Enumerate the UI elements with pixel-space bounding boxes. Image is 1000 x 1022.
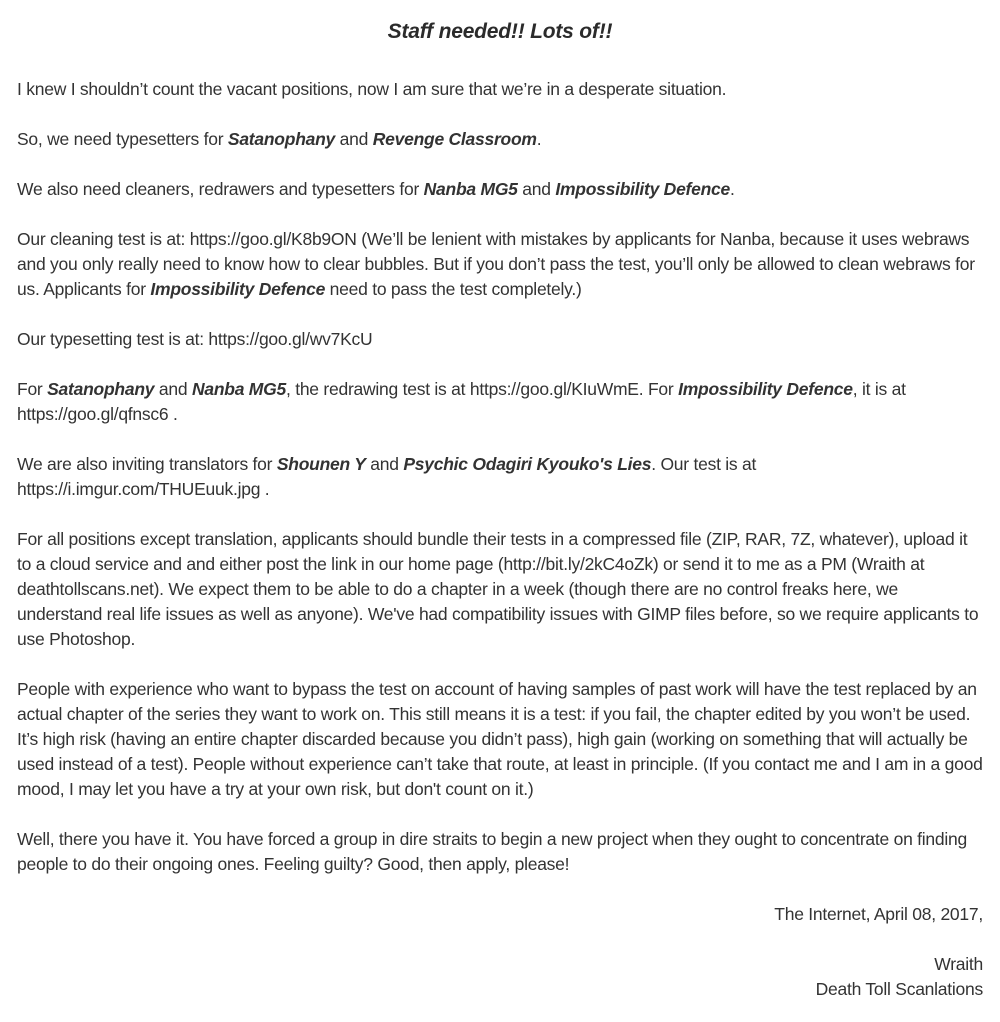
- paragraph-text: , the redrawing test is at https://goo.gl/KIuWmE. For: [285, 379, 679, 399]
- paragraph: [17, 127, 983, 152]
- series-title: Shounen Y: [276, 454, 366, 474]
- paragraph: [17, 827, 983, 877]
- signature-author: Wraith: [934, 954, 983, 974]
- paragraph: [17, 452, 983, 502]
- paragraph-text: and: [335, 129, 373, 149]
- paragraph-text: and: [517, 179, 556, 199]
- series-title: Nanba MG5: [423, 179, 518, 199]
- series-title: Impossibility Defence: [150, 279, 326, 299]
- signature-block: [17, 952, 983, 1002]
- series-title: Revenge Classroom: [372, 129, 537, 149]
- paragraph: [17, 327, 983, 352]
- paragraph-text: , it is at https://goo.gl/qfnsc6 .: [17, 379, 906, 424]
- paragraph-text: For: [17, 379, 48, 399]
- paragraph-text: . Our test is at https://i.imgur.com/THUEuuk.jpg .: [17, 454, 757, 499]
- dateline: The Internet, April 08, 2017,: [774, 904, 983, 924]
- paragraph-text: .: [730, 179, 735, 199]
- paragraph-text: People with experience who want to bypass the test on account of having samples of past work will have the test replaced by an actual chapter of the series they want to work on. This still means it is a test: if you fail, the chapter edited by you won’t be used. It’s high risk (having an entire chapter discarded because you didn’t pass), high gain (working on something that will actually be used instead of a test). People without experience can’t take that route, at least in principle. (If you contact me and I am in a good mood, I may let you have a try at your own risk, but don't count on it.): [17, 679, 983, 799]
- paragraph-text: For all positions except translation, applicants should bundle their tests in a compressed file (ZIP, RAR, 7Z, whatever), upload it to a cloud service and and either post the link in our home page (http://bit.ly/2kC4oZk) or send it to me as a PM (Wraith at deathtollscans.net). We expect them to be able to do a chapter in a week (though there are no control freaks here, we understand real life issues as well as anyone). We've had compatibility issues with GIMP files before, so we require applicants to use Photoshop.: [17, 529, 979, 649]
- paragraph-text: need to pass the test completely.): [325, 279, 582, 299]
- paragraph-text: Well, there you have it. You have forced a group in dire straits to begin a new project when they ought to concentrate on finding people to do their ongoing ones. Feeling guilty? Good, then apply, please!: [17, 829, 967, 874]
- paragraph-text: Our typesetting test is at: https://goo.gl/wv7KcU: [17, 329, 373, 349]
- series-title: Satanophany: [47, 379, 155, 399]
- paragraph-text: So, we need typesetters for: [17, 129, 228, 149]
- paragraph: [17, 177, 983, 202]
- paragraph-text: and: [154, 379, 192, 399]
- series-title: Psychic Odagiri Kyouko's Lies: [403, 454, 652, 474]
- paragraph: [17, 527, 983, 652]
- series-title: Satanophany: [227, 129, 336, 149]
- series-title: Impossibility Defence: [555, 179, 731, 199]
- series-title: Nanba MG5: [191, 379, 286, 399]
- paragraph-text: We are also inviting translators for: [17, 454, 277, 474]
- paragraph-text: Our cleaning test is at: https://goo.gl/K8b9ON (We’ll be lenient with mistakes by applicants for Nanba, because it uses webraws and you only really need to know how to clear bubbles. But if you don’t pass the test, you’ll only be allowed to clean webraws for us. Applicants for: [17, 229, 975, 299]
- paragraph: [17, 377, 983, 427]
- page-title: Staff needed!! Lots of!!: [387, 20, 613, 43]
- paragraph-text: We also need cleaners, redrawers and typesetters for: [17, 179, 424, 199]
- paragraph: [17, 77, 983, 102]
- signature-group: Death Toll Scanlations: [815, 979, 983, 999]
- body-paragraphs: [17, 77, 983, 877]
- paragraph: [17, 227, 983, 302]
- paragraph-text: and: [365, 454, 404, 474]
- paragraph-text: .: [536, 129, 542, 149]
- paragraph-text: I knew I shouldn’t count the vacant positions, now I am sure that we’re in a desperate situation.: [17, 79, 727, 99]
- paragraph: [17, 677, 983, 802]
- series-title: Impossibility Defence: [678, 379, 853, 399]
